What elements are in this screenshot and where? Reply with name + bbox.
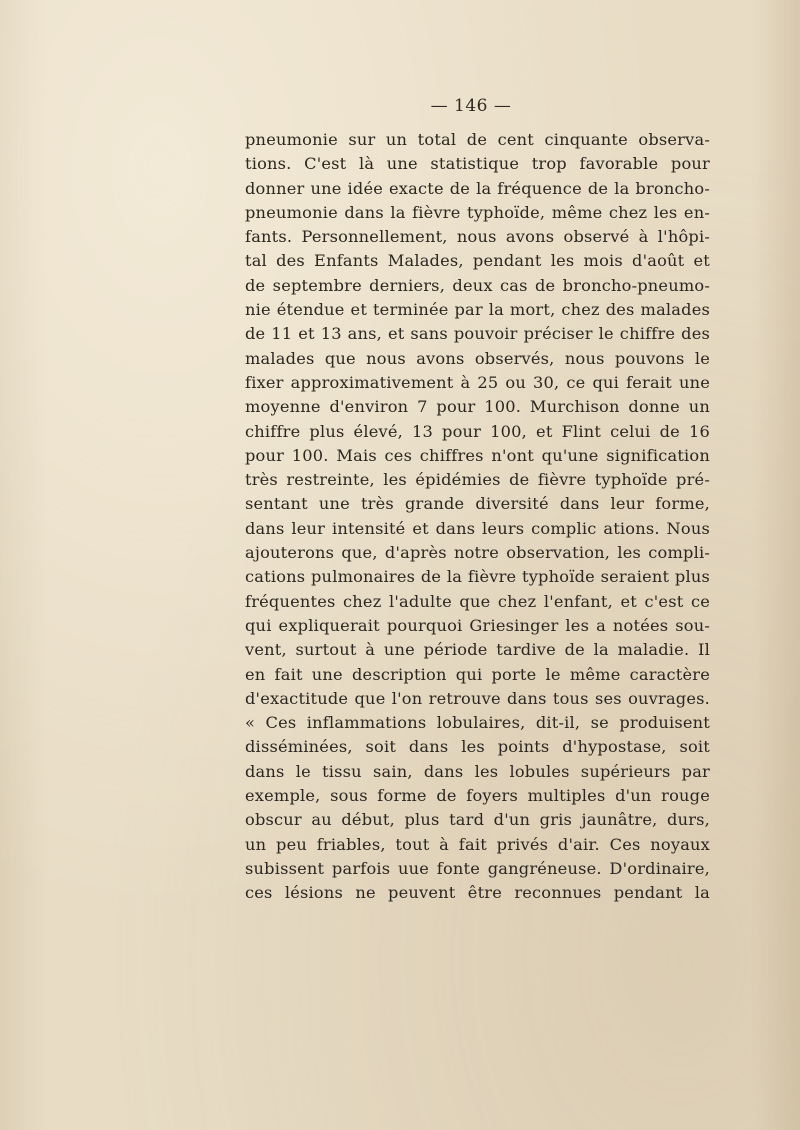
text-line: nie étendue et terminée par la mort, chez des malades <box>245 300 710 320</box>
text-line: malades que nous avons observés, nous pouvons le <box>245 348 710 368</box>
text-line: fants. Personnellement, nous avons observé à l'hôpi- <box>245 227 710 247</box>
text-line: exemple, sous forme de foyers multiples d'un rouge <box>245 786 710 806</box>
text-line: dans leur intensité et dans leurs complic ations. Nous <box>245 518 710 538</box>
text-line: sentant une très grande diversité dans leur forme, <box>245 494 710 514</box>
text-line: de 11 et 13 ans, et sans pouvoir préciser le chiffre des <box>245 324 710 344</box>
text-line: obscur au début, plus tard d'un gris jaunâtre, durs, <box>245 810 710 830</box>
text-line: « Ces inflammations lobulaires, dit-il, se produisent <box>245 713 710 733</box>
text-line: fixer approximativement à 25 ou 30, ce qui ferait une <box>245 372 710 392</box>
text-line: très restreinte, les épidémies de fièvre typhoïde pré- <box>245 470 710 490</box>
text-line: un peu friables, tout à fait privés d'air. Ces noyaux <box>245 834 710 854</box>
text-line: fréquentes chez l'adulte que chez l'enfant, et c'est ce <box>245 591 710 611</box>
text-line: en fait une description qui porte le même caractère <box>245 664 710 684</box>
text-line: chiffre plus élevé, 13 pour 100, et Flint celui de 16 <box>245 421 710 441</box>
text-line: qui expliquerait pourquoi Griesinger les a notées sou- <box>245 615 710 635</box>
text-line: d'exactitude que l'on retrouve dans tous ses ouvrages. <box>245 688 710 708</box>
text-line: ajouterons que, d'après notre observation, les compli- <box>245 543 710 563</box>
text-line: subissent parfois uue fonte gangréneuse. D'ordinaire, <box>245 858 710 878</box>
text-line: tions. C'est là une statistique trop favorable pour <box>245 154 710 174</box>
text-line: donner une idée exacte de la fréquence de la broncho- <box>245 178 710 198</box>
text-line: cations pulmonaires de la fièvre typhoïde seraient plus <box>245 567 710 587</box>
text-line: moyenne d'environ 7 pour 100. Murchison donne un <box>245 397 710 417</box>
text-line: vent, surtout à une période tardive de la maladie. Il <box>245 640 710 660</box>
text-line: disséminées, soit dans les points d'hypostase, soit <box>245 737 710 757</box>
page-number: — 146 — <box>430 96 512 116</box>
text-line: ces lésions ne peuvent être reconnues pendant la <box>245 883 710 903</box>
text-line: pour 100. Mais ces chiffres n'ont qu'une signification <box>245 445 710 465</box>
body-text <box>245 128 710 906</box>
text-line: tal des Enfants Malades, pendant les mois d'août et <box>245 251 710 271</box>
text-line: pneumonie dans la fièvre typhoïde, même chez les en- <box>245 202 710 222</box>
text-line: de septembre derniers, deux cas de broncho-pneumo- <box>245 275 710 295</box>
text-line: dans le tissu sain, dans les lobules supérieurs par <box>245 761 710 781</box>
text-line: pneumonie sur un total de cent cinquante observa- <box>245 130 710 149</box>
